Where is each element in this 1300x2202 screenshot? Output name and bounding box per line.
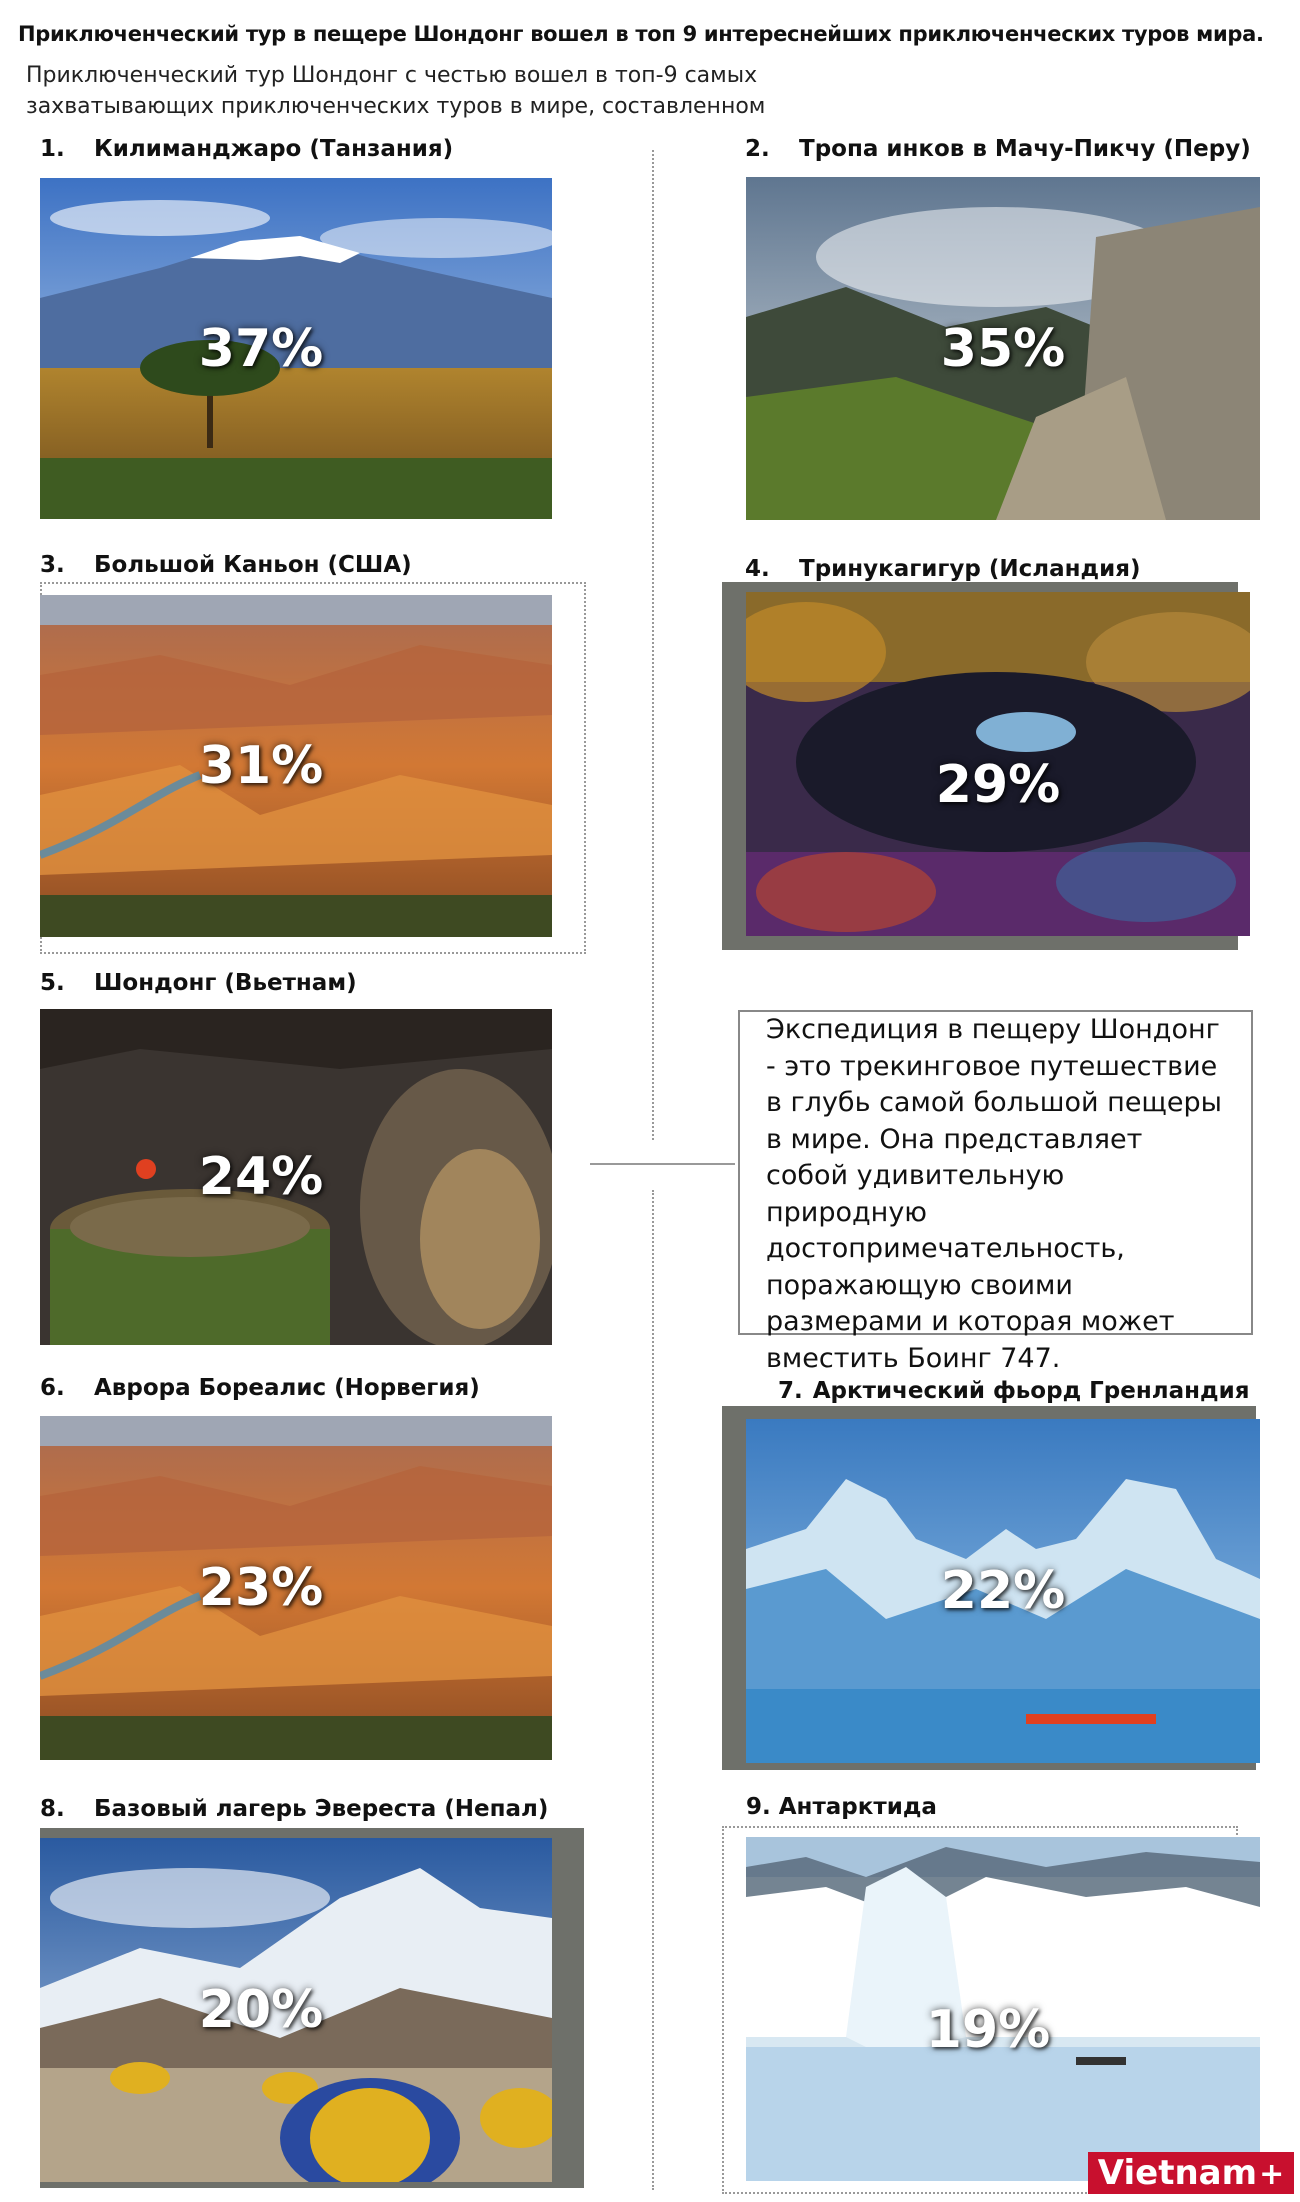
center-divider-top (652, 150, 654, 1140)
percent-label: 29% (935, 754, 1061, 815)
percent-label: 19% (925, 1999, 1051, 2060)
center-divider-bottom (652, 1190, 654, 2190)
item-number: 2. (745, 136, 770, 162)
item-name: Тропа инков в Мачу-Пикчу (Перу) (799, 136, 1251, 162)
item-name: Базовый лагерь Эвереста (Непал) (94, 1796, 549, 1822)
percent-label: 31% (198, 736, 324, 796)
photo-grand-canyon (40, 595, 552, 937)
photo-greenland-fjord (746, 1419, 1260, 1763)
percent-label: 23% (198, 1558, 324, 1618)
item-label-5 (40, 970, 357, 996)
photo-everest-base-camp (40, 1838, 552, 2182)
photo-machu-picchu (746, 177, 1260, 520)
item-name: Антарктида (778, 1794, 937, 1820)
item-label-1 (40, 136, 453, 162)
vietnamplus-logo (1088, 2152, 1294, 2194)
percent-label: 24% (198, 1147, 324, 1207)
connector-line (590, 1163, 735, 1165)
description-box (738, 1010, 1253, 1374)
percent-label: 37% (198, 318, 324, 379)
item-number: 9. (746, 1794, 771, 1820)
photo-kilimanjaro (40, 178, 552, 519)
item-name: Шондонг (Вьетнам) (94, 970, 357, 996)
percent-label: 22% (940, 1561, 1066, 1621)
item-number: 8. (40, 1796, 65, 1822)
item-number: 4. (745, 556, 770, 582)
item-label-6 (40, 1375, 480, 1401)
plus-icon: + (1259, 2157, 1285, 2192)
item-label-2 (745, 136, 1251, 162)
item-number: 3. (40, 552, 65, 578)
item-label-4 (745, 556, 1141, 582)
item-name: Тринукагигур (Исландия) (799, 556, 1141, 582)
description-text: Экспедиция в пещеру Шондонг - это трекинговое путешествие в глубь самой большой пещеры в мире. Она представляет собой удивительную природную достопримечательность, поражающую своими размерами и которая может вместить Боинг 747. (766, 1014, 1222, 1374)
item-label-9 (746, 1794, 937, 1820)
page-title: Приключенческий тур в пещере Шондонг вошел в топ 9 интереснейших приключенческих туров мира. (18, 22, 1264, 46)
photo-aurora-borealis (40, 1416, 552, 1760)
percent-label: 35% (940, 318, 1066, 379)
item-number: 6. (40, 1375, 65, 1401)
item-number: 5. (40, 970, 65, 996)
item-name: Килиманджаро (Танзания) (94, 136, 454, 162)
logo-text: Vietnam (1097, 2153, 1258, 2193)
item-number: 1. (40, 136, 65, 162)
photo-thrihnukagigur (746, 592, 1250, 936)
item-label-3 (40, 552, 412, 578)
item-label-7 (778, 1378, 1249, 1404)
item-label-8 (40, 1796, 548, 1822)
item-number: 7. (778, 1378, 803, 1404)
item-name: Аврора Бореалис (Норвегия) (94, 1375, 480, 1401)
photo-antarctica (746, 1837, 1260, 2181)
page-subtitle: Приключенческий тур Шондонг с честью вошел в топ-9 самых захватывающих приключенческих туров в мире, составленном (26, 63, 766, 119)
photo-son-doong (40, 1009, 552, 1345)
percent-label: 20% (198, 1980, 324, 2040)
item-name: Большой Каньон (США) (94, 552, 412, 578)
item-name: Арктический фьорд Гренландия (812, 1378, 1250, 1404)
